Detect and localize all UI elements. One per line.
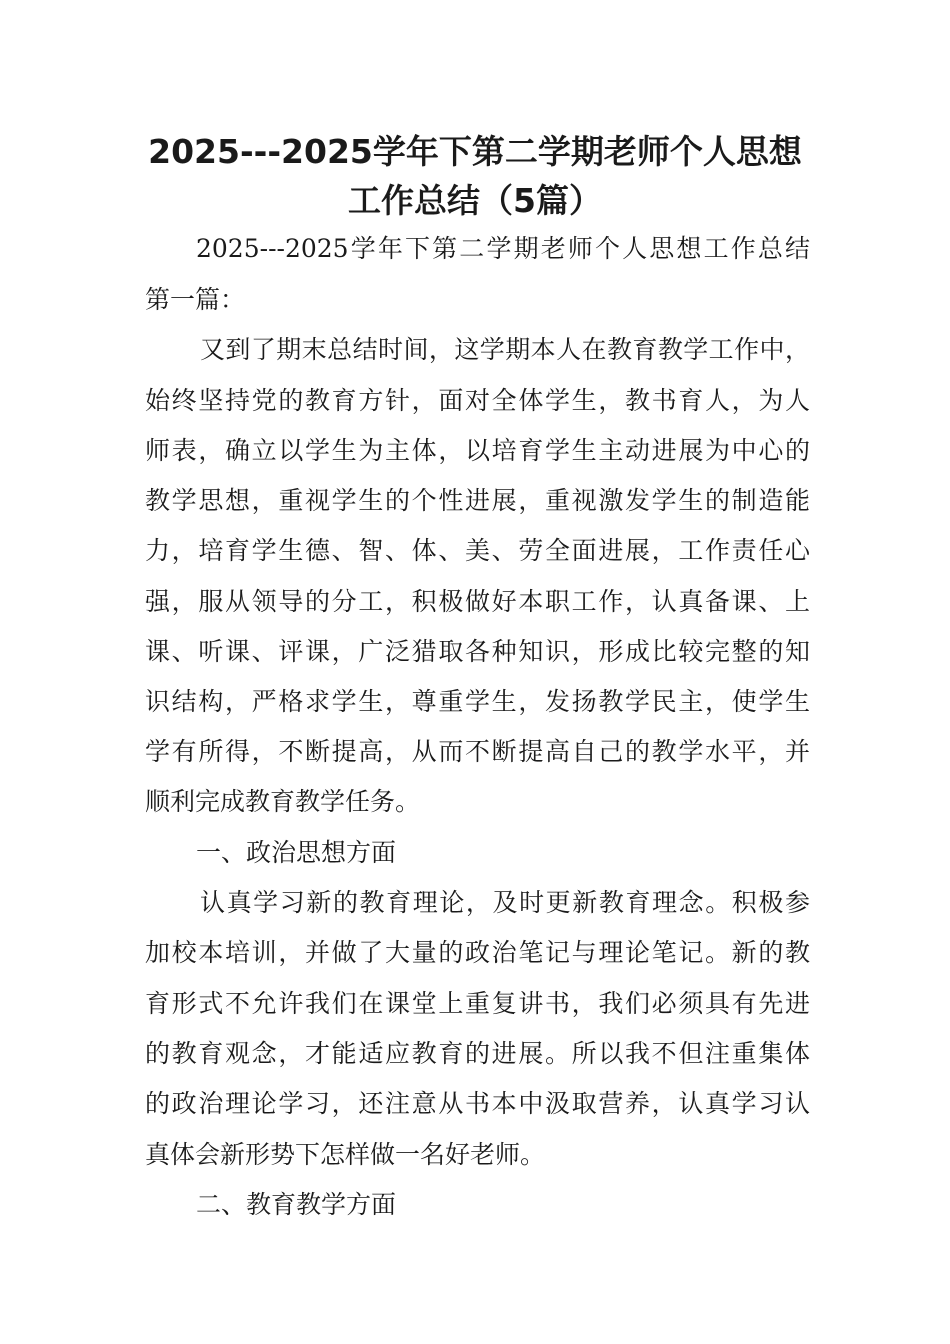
section-heading: 一、政治思想方面 [196,838,397,867]
section-label: 第一篇： [145,285,246,314]
paragraph-line: 教学思想，重视学生的个性进展，重视激发学生的制造能 [145,486,810,515]
document-title-line-1: 2025---2025学年下第二学期老师个人思想 [148,132,802,171]
paragraph-line: 的教育观念，才能适应教育的进展。所以我不但注重集体 [145,1039,810,1068]
paragraph-line: 加校本培训，并做了大量的政治笔记与理论笔记。新的教 [145,938,810,967]
document-title-line-2: 工作总结（5篇） [348,181,602,220]
paragraph-line: 课、听课、评课，广泛猎取各种知识，形成比较完整的知 [145,637,810,666]
paragraph-line: 强，服从领导的分工，积极做好本职工作，认真备课、上 [145,587,810,616]
paragraph-line: 又到了期末总结时间，这学期本人在教育教学工作中， [200,335,810,364]
paragraph-line: 真体会新形势下怎样做一名好老师。 [145,1140,546,1169]
subtitle-line: 2025---2025学年下第二学期老师个人思想工作总结 [196,234,810,263]
paragraph-line: 的政治理论学习，还注意从书本中汲取营养，认真学习认 [145,1089,810,1118]
paragraph-line: 力，培育学生德、智、体、美、劳全面进展，工作责任心 [145,536,810,565]
section-heading: 二、教育教学方面 [196,1190,397,1219]
paragraph-line: 育形式不允许我们在课堂上重复讲书，我们必须具有先进 [145,989,810,1018]
paragraph-line: 识结构，严格求学生，尊重学生，发扬教学民主，使学生 [145,687,810,716]
paragraph-line: 认真学习新的教育理论，及时更新教育理念。积极参 [200,888,810,917]
paragraph-line: 始终坚持党的教育方针，面对全体学生，教书育人，为人 [145,386,810,415]
paragraph-line: 顺利完成教育教学任务。 [145,787,421,816]
paragraph-line: 学有所得，不断提高，从而不断提高自己的教学水平，并 [145,737,810,766]
paragraph-line: 师表，确立以学生为主体，以培育学生主动进展为中心的 [145,436,810,465]
